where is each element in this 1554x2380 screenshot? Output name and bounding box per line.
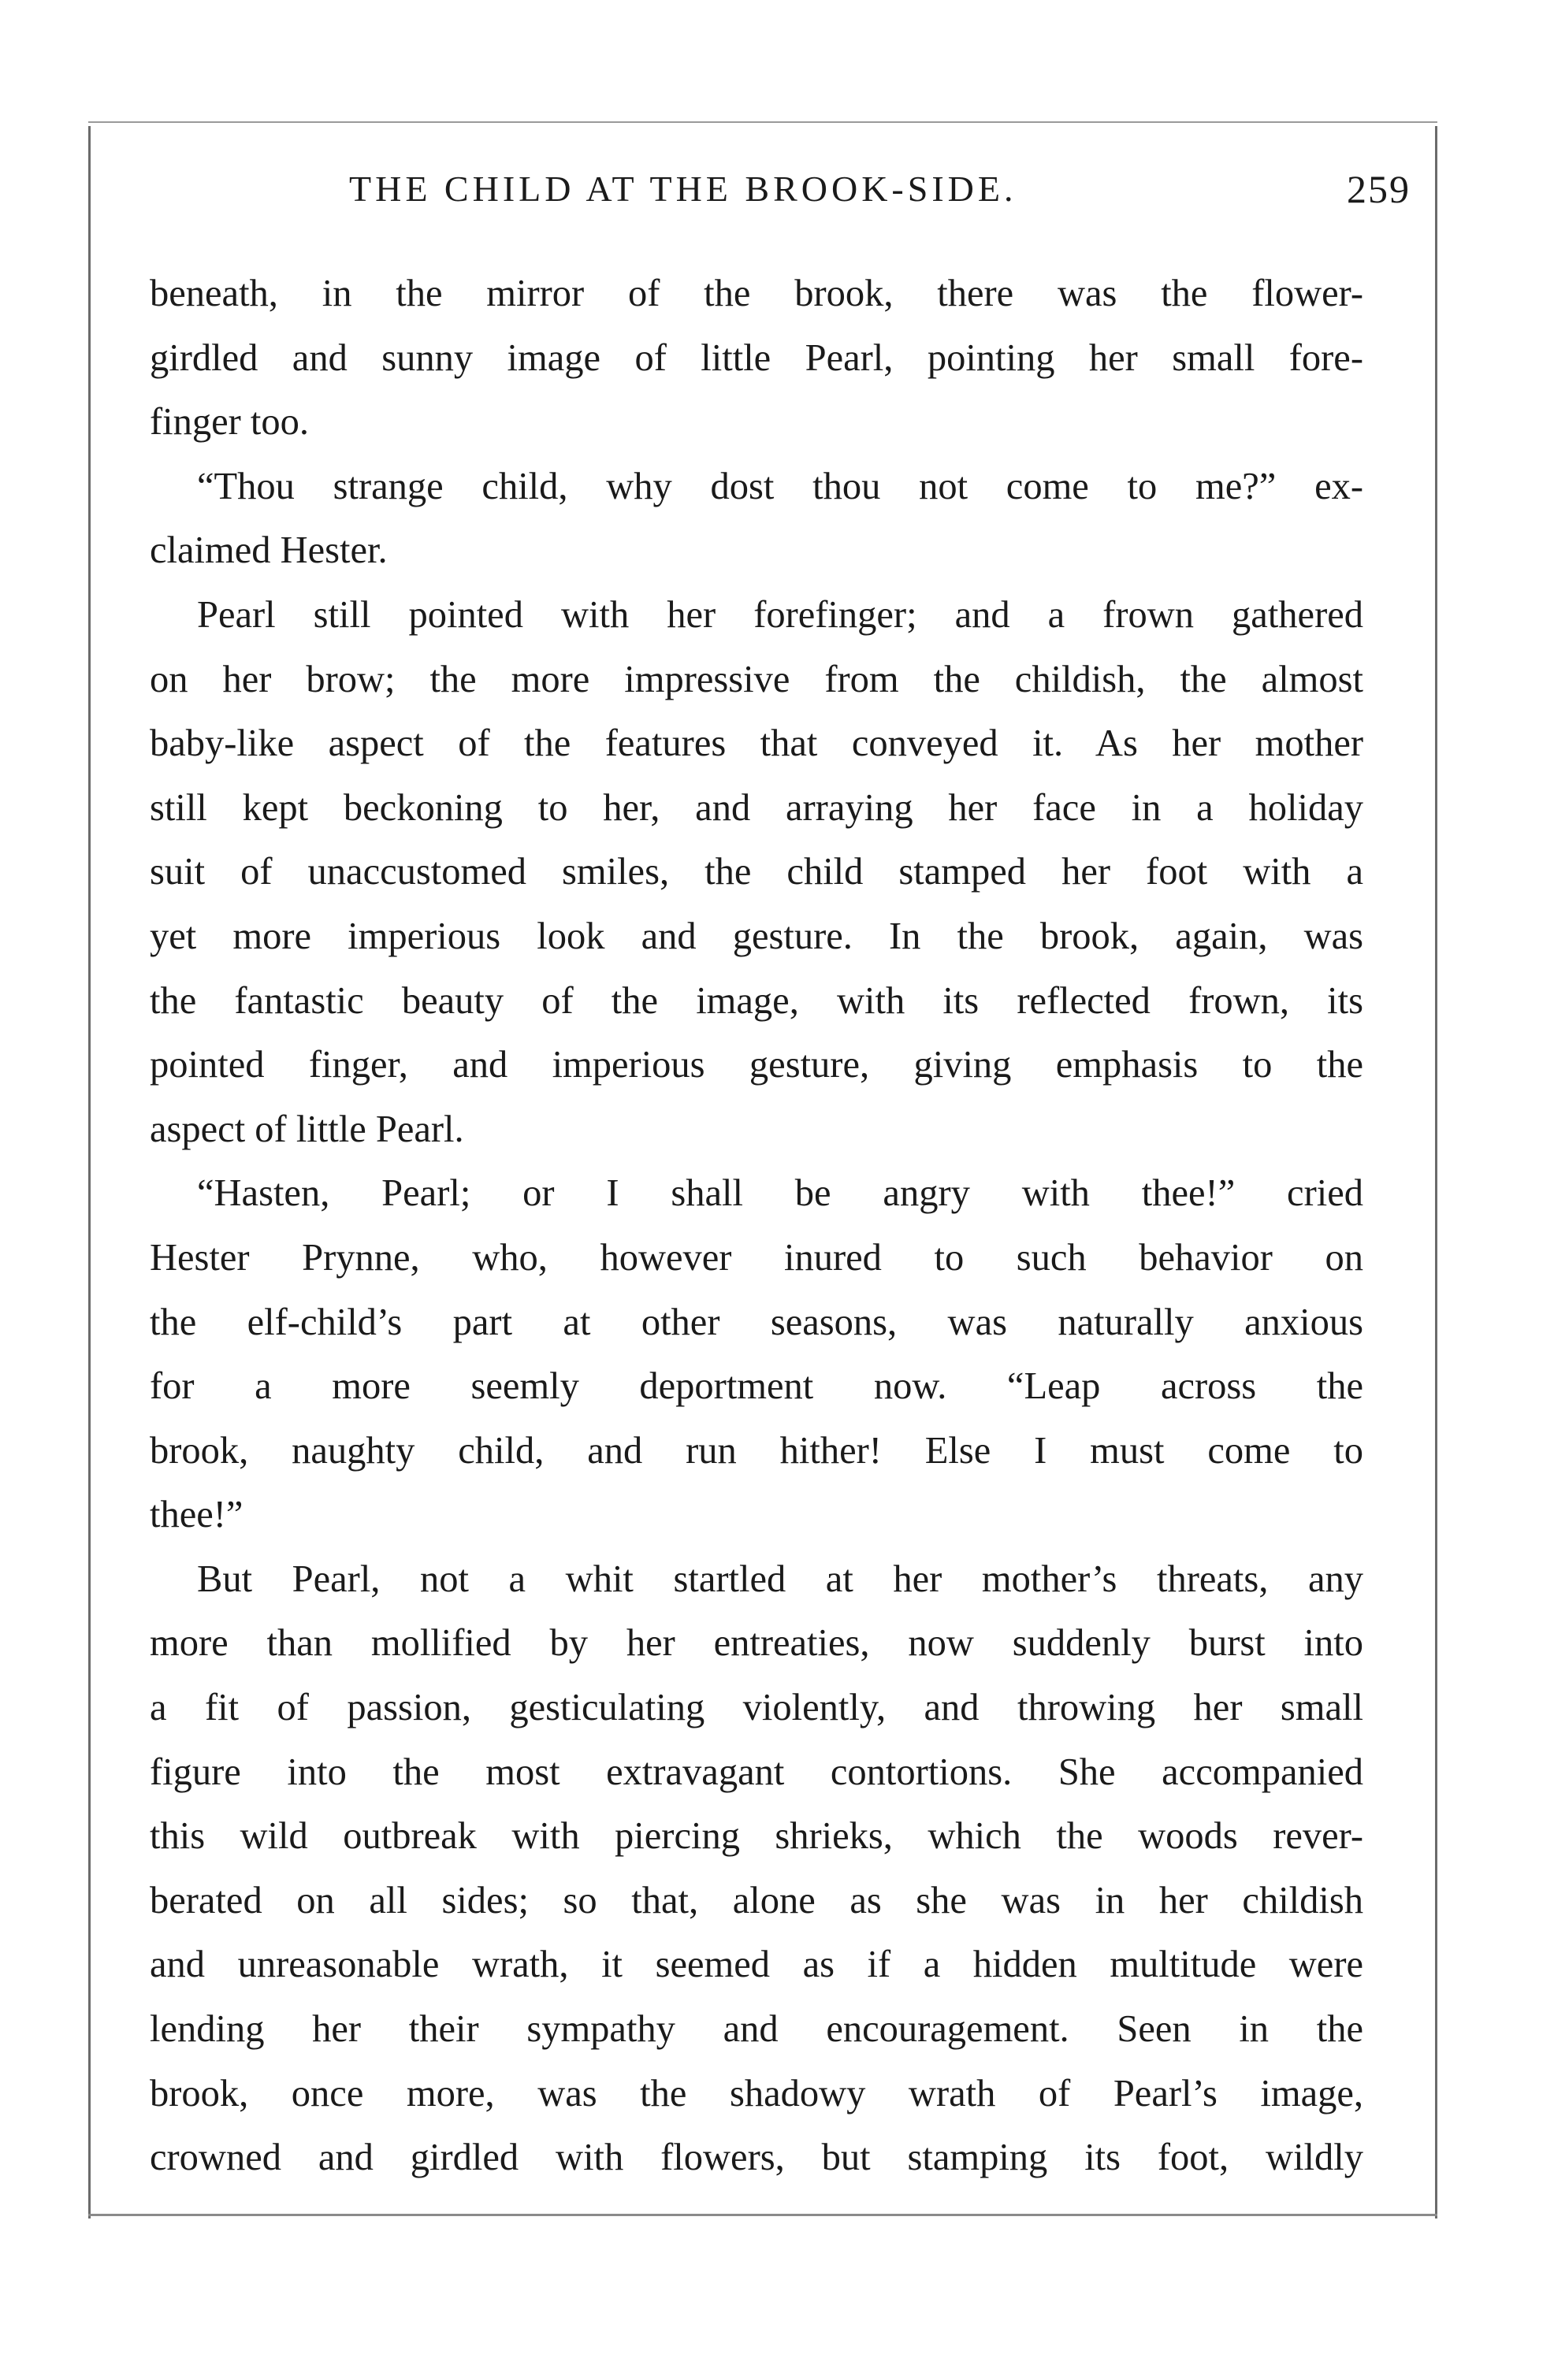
text-line: and unreasonable wrath, it seemed as if a hidden multitude were — [150, 1944, 1363, 1986]
text-line: more than mollified by her entreaties, now suddenly burst into — [150, 1622, 1363, 1665]
text-line: thee!” — [150, 1494, 244, 1536]
page-border-top — [88, 121, 1437, 123]
body-text — [150, 262, 1363, 2190]
page-header — [150, 162, 1411, 217]
text-line: brook, once more, was the shadowy wrath of Pearl’s image, — [150, 2072, 1363, 2115]
page-number: 259 — [1347, 167, 1411, 211]
text-line: still kept beckoning to her, and arraying her face in a holiday — [150, 786, 1363, 829]
text-line: crowned and girdled with flowers, but stamping its foot, wildly — [150, 2137, 1363, 2179]
text-line: suit of unaccustomed smiles, the child stamped her foot with a — [150, 851, 1363, 893]
text-line: brook, naughty child, and run hither! Else I must come to — [150, 1429, 1363, 1472]
text-line: pointed finger, and imperious gesture, giving emphasis to the — [150, 1044, 1363, 1086]
text-line: the elf-child’s part at other seasons, was naturally anxious — [150, 1301, 1363, 1343]
text-line: Hester Prynne, who, however inured to such behavior on — [150, 1236, 1363, 1279]
text-line: “Hasten, Pearl; or I shall be angry with thee!” cried — [197, 1172, 1363, 1215]
text-line: yet more imperious look and gesture. In the brook, again, was — [150, 915, 1363, 957]
text-line: berated on all sides; so that, alone as she was in her childish — [150, 1879, 1363, 1921]
text-line: finger too. — [150, 401, 310, 444]
text-line: “Thou strange child, why dost thou not come to me?” ex- — [197, 465, 1363, 507]
text-line: But Pearl, not a whit startled at her mother’s threats, any — [197, 1558, 1363, 1600]
text-line: the fantastic beauty of the image, with its reflected frown, its — [150, 979, 1363, 1022]
text-line: claimed Hester. — [150, 529, 388, 572]
text-line: girdled and sunny image of little Pearl, pointing her small fore- — [150, 336, 1363, 379]
text-line: for a more seemly deportment now. “Leap across the — [150, 1365, 1363, 1408]
text-line: figure into the most extravagant contortions. She accompanied — [150, 1751, 1363, 1793]
text-line: beneath, in the mirror of the brook, there was the flower- — [150, 273, 1363, 314]
text-line: on her brow; the more impressive from the childish, the almost — [150, 658, 1363, 700]
text-line: a fit of passion, gesticulating violently, and throwing her small — [150, 1687, 1363, 1729]
page-border-bottom — [88, 2214, 1437, 2216]
text-line: Pearl still pointed with her forefinger; and a frown gathered — [197, 593, 1363, 636]
text-line: aspect of little Pearl. — [150, 1108, 464, 1150]
text-line: this wild outbreak with piercing shrieks, which the woods rever- — [150, 1815, 1363, 1858]
text-line: baby-like aspect of the features that conveyed it. As her mother — [150, 722, 1363, 765]
text-line: lending her their sympathy and encouragement. Seen in the — [150, 2008, 1363, 2051]
running-head: THE CHILD AT THE BROOK-SIDE. — [349, 169, 1017, 209]
